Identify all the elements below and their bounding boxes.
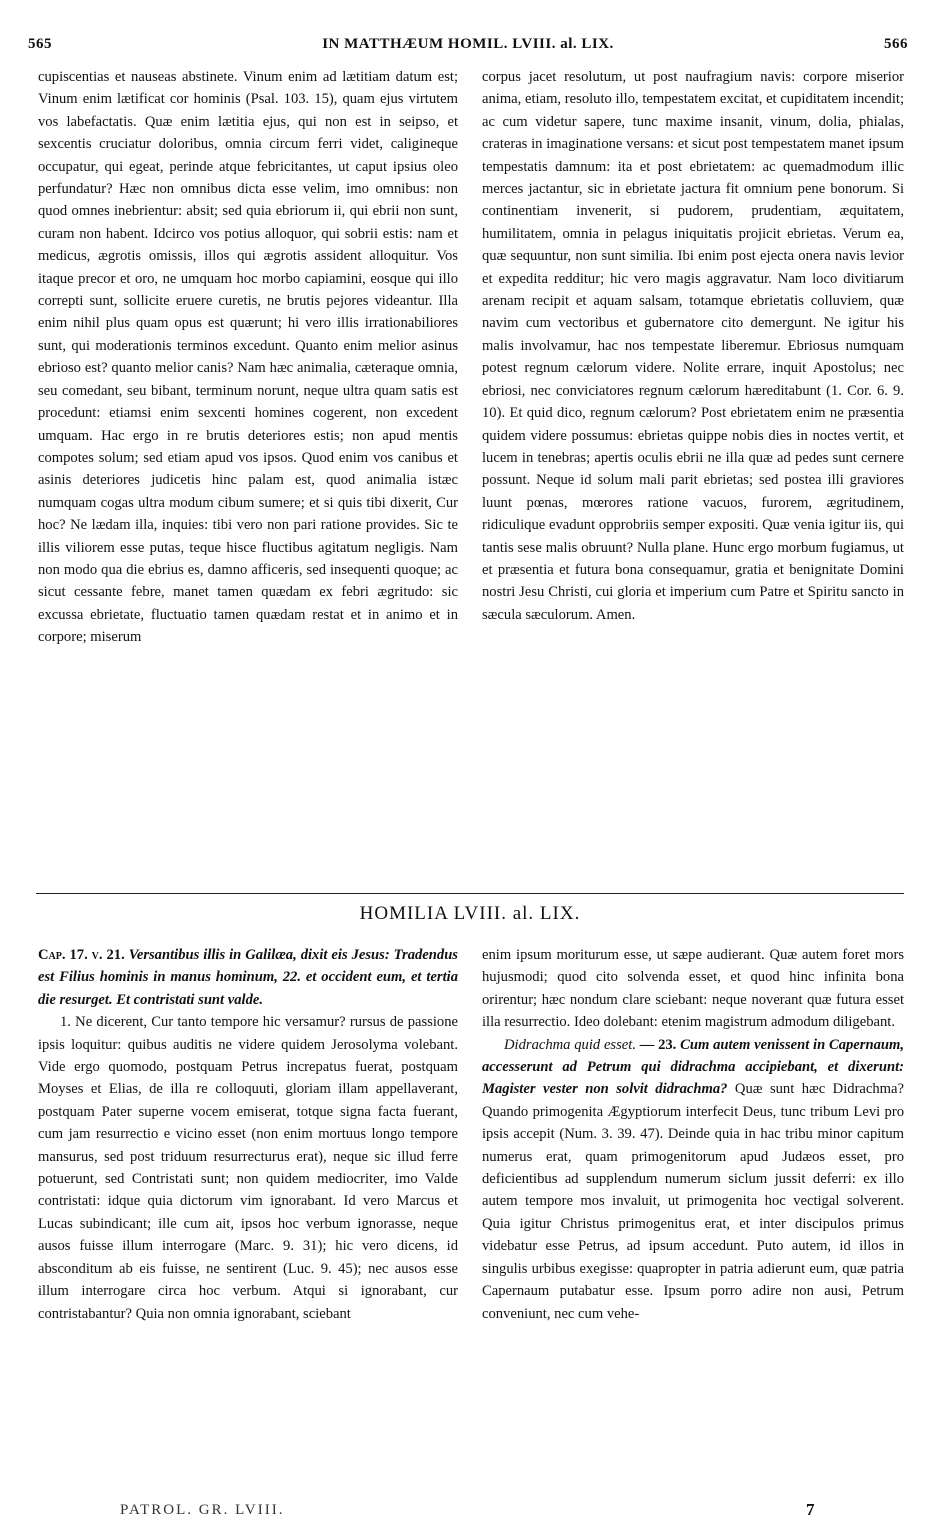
paragraph-2: Quæ sunt hæc Didrachma? Quando primogenita Ægyptiorum interfecit Deus, tunc tribum Levi pro ipsis accepit (Num. 3. 39. 47). Deinde quia in hac tribu minor capitum numerus erat, quam primogenitorum apud Judæos esset, pro deficientibus ad supplendum numerum siclum jussit deferri: ex illo autem tempore mos invaluit, ut primogenita hoc vectigal solverent. Quia igitur Christus primogenitus erat, et inter discipulos primus videbatur esse Petrus, ad ipsum accedunt. Puto autem, id illos in singulis urbibus exegisse: quapropter in patria adierunt eum, quæ patria Capernaum putabatur esse. Ipsum porro adire non ausi, Petrum conveniunt, nec cum vehe- — [482, 1081, 904, 1322]
section-divider — [36, 893, 904, 894]
bottom-left-column — [38, 944, 458, 1325]
top-left-column — [38, 66, 458, 649]
side-heading: Didrachma quid esset. — [504, 1036, 636, 1053]
top-left-text: cupiscentias et nauseas abstinete. Vinum enim ad lætitiam datum est; Vinum enim lætificat cor hominis (Psal. 103. 15), quam ejus virtutem vos labefactatis. Quæ enim lætitia ejus, qui non est in seipso, et sexcentis cruciatur doloribus, omnia circum ferri videt, caligineque occupatur, qui egeat, perinde atque febricitantes, ut caput ipsius oleo perfundatur? Hæc non omnibus dicta esse velim, imo omnibus: non quod omnes inebrientur: absit; sed quia ebriorum ii, qui ebrii non sunt, curam non habent. Idcirco vos potius alloquor, qui sobrii estis: nam et medicus, ægrotis omissis, illos qui ægrotis assident alloquitur. Vos itaque precor et oro, ne umquam hoc morbo capiamini, eosque qui illo correpti sunt, sollicite eruere curetis, ne brutis pejores videantur. Illa enim nihil plus quam opus est quærunt; hi vero illis irrationabiliores sunt, qui moderationis terminos excedunt. Quanto enim melior asinus ebrioso est? quanto melior canis? Nam hæc animalia, cæteraque omnia, seu comedant, seu bibant, terminum norunt, neque ultra quam satis est procedunt: etiamsi enim sexcenti homines cogerent, non excedent umquam. Hac ergo in re brutis deteriores estis; non apud mentis compotes solum; sed etiam apud vos ipsos. Quod enim vos canibus et asinis deteriores judicetis hinc palam est, quod animalia istæc numquam cogas ultra modum cibum sumere; et si quis tibi dixerit, Cur hoc? Ne lædam illa, inquies: tibi vero non pari ratione provides. Sic te illis viliorem esse putas, teque hisce fluctibus agitatum negligis. Nam non modo qua die ebrius es, damno afficeris, sed insequenti quoque; ac sicut cessante febre, manet tamen quædam ex febri ægritudo: sic excussa ebrietate, fluctuatio tamen quædam restat et in animo et in corpore; miserum — [38, 69, 458, 646]
page-number-left: 565 — [28, 36, 52, 52]
footer-sheet-number: 7 — [806, 1500, 815, 1519]
running-title: IN MATTHÆUM HOMIL. LVIII. al. LIX. — [322, 36, 614, 52]
chapter-label: Cap. 17. v. 21. — [38, 947, 125, 963]
paragraph-1: 1. Ne dicerent, Cur tanto tempore hic versamur? rursus de passione ipsis loquitur: quibus auditis ne videre quidem Jerosolyma volebant. Vide ergo quomodo, postquam Petrus increpatus fuerat, postquam Moyses et Elias, de illa re colloquuti, gloriam illam appellaverant, postquam Pater superne vocem emiserat, totque signa facta fuerant, cum jam resurrectio e vicino esset (non enim mortuus longo tempore mansurus, sed post triduum resurrecturus erat), neque sic illud ferre potuerunt, sed Contristati sunt; non quidem mediocriter, imo Valde contristati: idque quia dictorum vim ignorabant. Id vero Marcus et Lucas subindicant; ille cum ait, ipsos hoc verbum ignorasse, neque ausos fuisse illum interrogare (Marc. 9. 31); hic vero dicens, id absconditum ab eis fuisse, ne sentirent (Luc. 9. 45); nec ausos esse illum interrogare circa hoc verbum. Atqui si ignorabant, cur contristabantur? Quia non omnia ignorabant, sciebant — [38, 1014, 458, 1322]
didrachma-block — [482, 1034, 904, 1325]
paragraph-continuation: enim ipsum moriturum esse, ut sæpe audierant. Quæ autem foret mors hujusmodi; quod cito solvenda esset, et quod hinc infinita bona orirentur; hæc nondum clare sciebant: neque noverant quæ futura esset illa resurrectio. Ideo dolebant: etenim magistrum admodum diligebant. — [482, 947, 904, 1031]
chapter-text: Versantibus illis in Galilæa, dixit eis Jesus: Tradendus est Filius hominis in manus hominum, 22. et occident eum, et tertia die resurget. Et contristati sunt valde. — [38, 947, 458, 1008]
homily-title: HOMILIA LVIII. al. LIX. — [359, 903, 581, 924]
chapter-verse-block — [38, 944, 458, 1011]
top-right-text: corpus jacet resolutum, ut post naufragium navis: corpore miserior anima, etiam, resoluto illo, tempestatem excitat, et cupiditatem incendit; ac cum videtur sapere, tunc maxime insanit, vinum, dolia, phialas, crateras in imaginatione versans: et sicut post tempestatem manet ipsum tempestatis damnum: ita et post ebrietatem: ac quemadmodum illic merces jactantur, sic in ebrietate jactura fit omnium pene bonorum. Si continentiam invenerit, si pudorem, prudentiam, æquitatem, humilitatem, omnia in pelagus iniquitatis projicit ebrietas. Verum ea, quæ sequuntur, non sunt similia. Ibi enim post ejecta onera navis levior et expedita redditur; hic vero magis aggravatur. Nam loco divitiarum arenam recipit et aquam salsam, totamque ebrietatis colluviem, quæ navim cum vectoribus et gubernatore cito demergunt. Ne igitur his malis involvamur, hac nos tempestate liberemur. Ebriosus numquam potest regnum cælorum videre. Nolite errare, inquit Apostolus; nec ebriosi, nec conviciatores regnum cælorum hæreditabunt (1. Cor. 6. 9. 10). Et quid dico, regnum cælorum? Post ebrietatem enim ne præsentia quidem videre possumus: ebrietas quippe nobis dies in noctes vertit, et lucem in tenebras; apertis oculis ebrii ne illa quæ ad pedes sunt cernere possunt. Neque id solum mali parit ebrietas; sed postea illi graviores luunt pœnas, mœrores ratione vacuos, furorem, ægritudinem, ridiculique evadunt opprobriis semper expositi. Quæ venia igitur iis, qui tantis sese malis obruunt? Nulla plane. Hunc ergo morbum fugiamus, ut et præsentia et futura bona consequamur, gratia et benignitate Domini nostri Jesu Christi, cui gloria et imperium cum Patre et Spiritu sancto in sæcula sæculorum. Amen. — [482, 69, 904, 623]
running-head — [28, 36, 908, 58]
bottom-right-column — [482, 944, 904, 1325]
footer-signature: PATROL. GR. LVIII. — [120, 1502, 285, 1518]
verse-text: Cum autem venissent in Capernaum, accesserunt ad Petrum qui didrachma accipiebant, et dixerunt: Magister vester non solvit didrachma? — [482, 1036, 904, 1098]
verse-label: — 23. — [639, 1036, 677, 1053]
page-number-right: 566 — [884, 36, 908, 52]
top-right-column — [482, 66, 904, 626]
